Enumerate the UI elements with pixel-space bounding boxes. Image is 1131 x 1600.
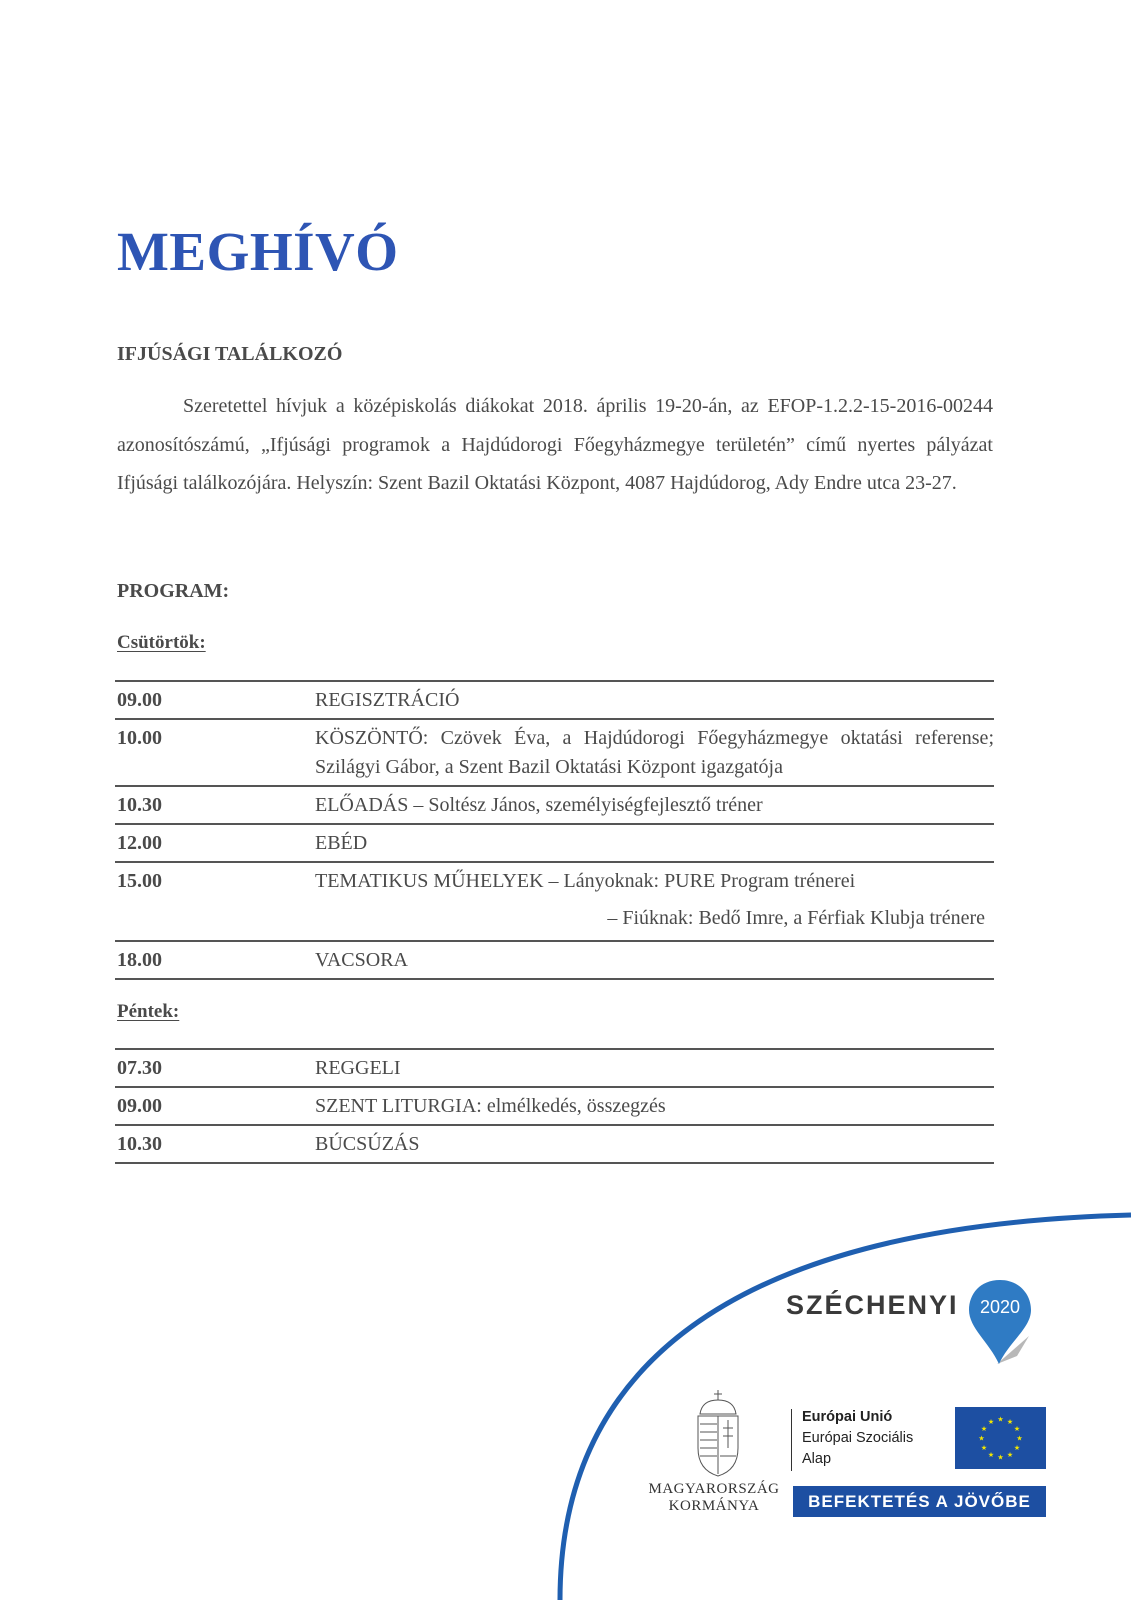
program-heading: PROGRAM:	[117, 580, 230, 602]
activity-line-2: – Fiúknak: Bedő Imre, a Férfiak Klubja trénere	[607, 907, 985, 929]
eu-star: ★	[978, 1434, 985, 1443]
time-cell: 15.00	[117, 870, 162, 892]
day-label-thursday: Csütörtök:	[117, 632, 206, 653]
eu-star: ★	[987, 1418, 995, 1427]
page-title: MEGHÍVÓ	[117, 221, 399, 282]
activity-cell: ELŐADÁS – Soltész János, személyiségfejlesztő tréner	[315, 794, 763, 816]
time-cell: 07.30	[117, 1057, 162, 1079]
time-cell: 09.00	[117, 1095, 162, 1117]
eu-star: ★	[980, 1425, 988, 1433]
activity-cell: REGGELI	[315, 1057, 401, 1079]
eu-star: ★	[997, 1453, 1004, 1462]
government-line-1: MAGYARORSZÁG	[648, 1481, 780, 1497]
eu-star: ★	[1013, 1425, 1021, 1433]
activity-cell: EBÉD	[315, 832, 368, 854]
eu-star: ★	[987, 1450, 995, 1459]
activity-cell: REGISZTRÁCIÓ	[315, 689, 460, 711]
time-cell: 10.30	[117, 1133, 162, 1155]
activity-line-1: TEMATIKUS MŰHELYEK – Lányoknak: PURE Program trénerei	[315, 870, 856, 892]
time-cell: 12.00	[117, 832, 162, 854]
eu-star: ★	[997, 1415, 1004, 1424]
eu-line-3: Alap	[802, 1451, 832, 1467]
eu-line-2: Európai Szociális	[802, 1430, 914, 1446]
eu-logo-text	[802, 1407, 913, 1470]
activity-cell: KÖSZÖNTŐ: Czövek Éva, a Hajdúdorogi Főegyházmegye oktatási referense; Szilágyi Gábor, a Szent Bazil Oktatási Központ igazgatója	[315, 727, 994, 778]
government-logo-text	[646, 1481, 782, 1515]
eu-star: ★	[1013, 1444, 1021, 1452]
time-cell: 09.00	[117, 689, 162, 711]
szechenyi-pin-icon	[967, 1276, 1037, 1371]
coat-of-arms-icon	[690, 1388, 746, 1478]
szechenyi-year: 2020	[979, 1297, 1021, 1317]
eu-line-1: Európai Unió	[802, 1409, 893, 1425]
event-subtitle: IFJÚSÁGI TALÁLKOZÓ	[117, 343, 343, 365]
time-cell: 10.30	[117, 794, 162, 816]
intro-paragraph: Szeretettel hívjuk a középiskolás diákokat 2018. április 19-20-án, az EFOP-1.2.2-15-2016-00244 azonosítószámú, „Ifjúsági programok a Hajdúdorogi Főegyházmegye területén” című nyertes pályázat Ifjúsági találkozójára. Helyszín: Szent Bazil Oktatási Központ, 4087 Hajdúdorog, Ady Endre utca 23-27.	[117, 395, 993, 494]
eu-divider	[791, 1409, 792, 1471]
day-label-friday: Péntek:	[117, 1001, 180, 1022]
eu-star: ★	[1006, 1418, 1014, 1427]
szechenyi-logo-text: SZÉCHENYI	[786, 1290, 959, 1320]
eu-flag-icon	[955, 1407, 1046, 1469]
activity-cell: VACSORA	[315, 949, 408, 971]
invest-banner: BEFEKTETÉS A JÖVŐBE	[793, 1486, 1046, 1517]
eu-star: ★	[1016, 1434, 1023, 1443]
activity-cell: BÚCSÚZÁS	[315, 1133, 420, 1155]
time-cell: 18.00	[117, 949, 162, 971]
time-cell: 10.00	[117, 727, 162, 749]
eu-star: ★	[1006, 1450, 1014, 1459]
government-line-2: KORMÁNYA	[668, 1498, 760, 1514]
eu-star: ★	[980, 1444, 988, 1452]
activity-cell: SZENT LITURGIA: elmélkedés, összegzés	[315, 1095, 666, 1117]
